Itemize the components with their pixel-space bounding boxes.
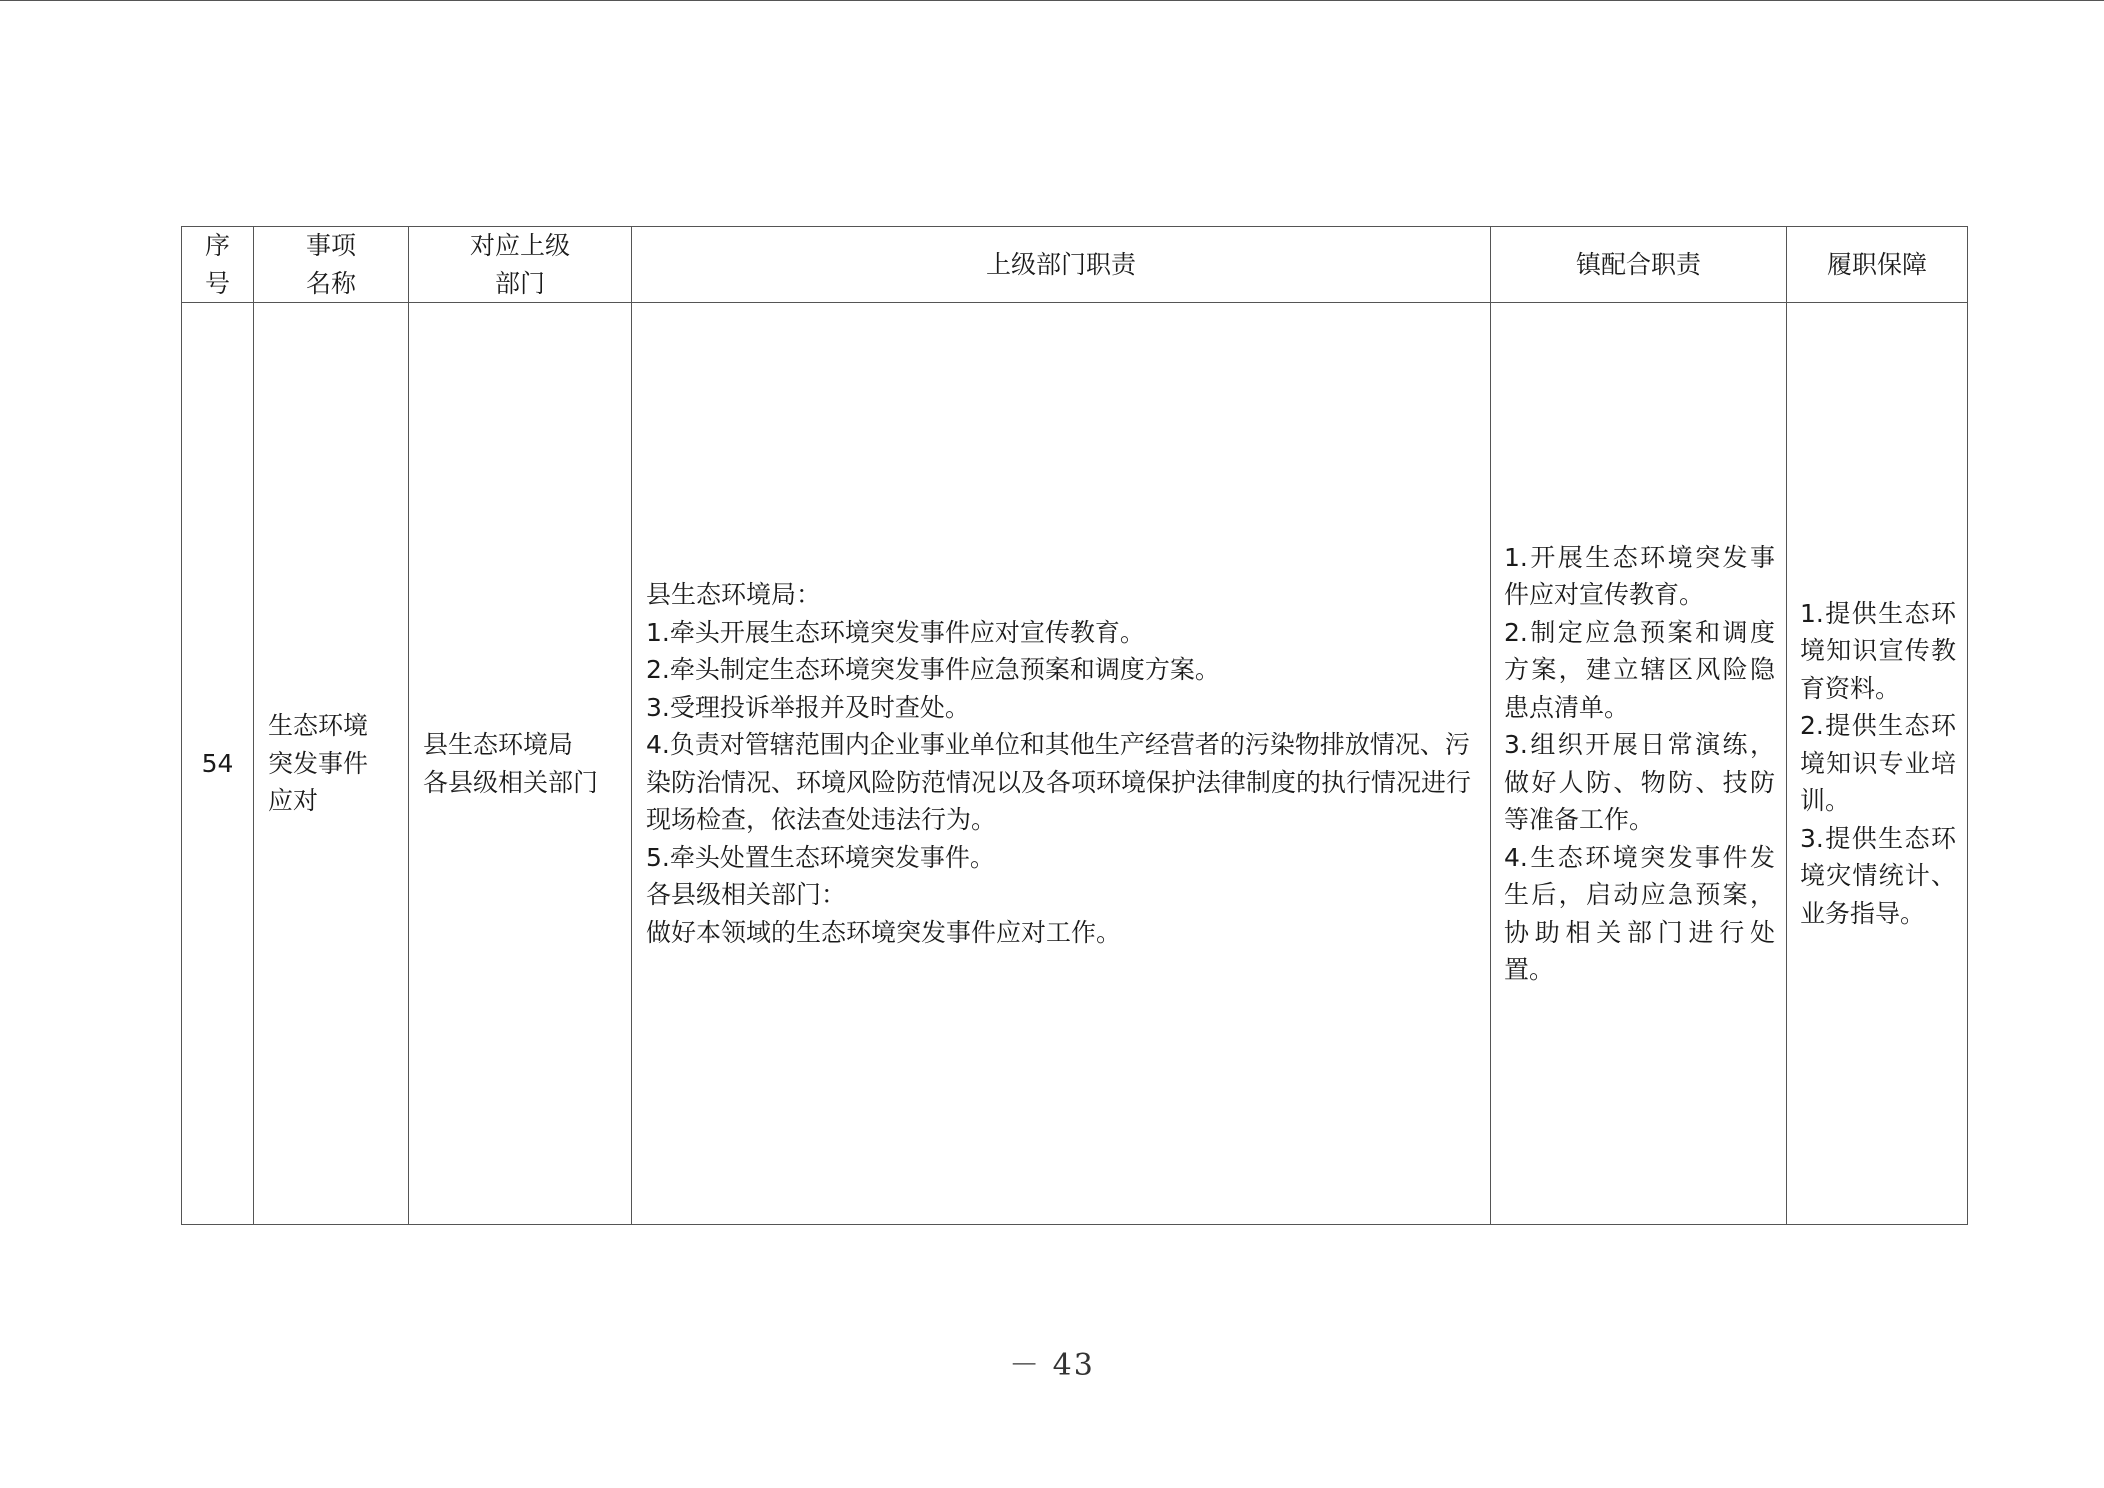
row-town-duties [1491,303,1787,1225]
duty-table [181,226,1968,1225]
duty-line: 5.牵头处置生态环境突发事件。 [646,842,995,872]
row-number: 54 [182,303,254,1225]
duty-line: 做好本领域的生态环境突发事件应对工作。 [646,917,1122,947]
header-town-duties: 镇配合职责 [1491,227,1787,303]
page-number: － 43 [1009,1348,1095,1383]
table-header-row [182,227,1968,303]
row-superior-dept: 县生态环境局 各县级相关部门 [409,303,632,1225]
header-guarantee: 履职保障 [1787,227,1968,303]
header-item-name: 事项 名称 [254,227,409,303]
guarantee-line: 3.提供生态环境灾情统计、业务指导。 [1800,823,1956,928]
guarantee-line: 2.提供生态环境知识专业培训。 [1800,711,1956,816]
duty-line: 1.牵头开展生态环境突发事件应对宣传教育。 [646,617,1145,647]
town-duty-line: 1.开展生态环境突发事件应对宣传教育。 [1504,542,1775,609]
town-duty-line: 2.制定应急预案和调度方案，建立辖区风险隐患点清单。 [1504,617,1775,722]
row-item-name: 生态环境 突发事件 应对 [254,303,409,1225]
duty-line: 县生态环境局： [646,580,822,609]
duty-line: 4.负责对管辖范围内企业事业单位和其他生产经营者的污染物排放情况、污染防治情况、环境风险防范情况以及各项环境保护法律制度的执行情况进行现场检查，依法查处违法行为。 [646,730,1472,834]
row-guarantee [1787,303,1968,1225]
header-superior-dept: 对应上级 部门 [409,227,632,303]
duty-line: 各县级相关部门： [646,880,847,909]
row-superior-duties [632,303,1491,1225]
town-duty-line: 3.组织开展日常演练，做好人防、物防、技防等准备工作。 [1504,730,1775,834]
guarantee-line: 1.提供生态环境知识宣传教育资料。 [1800,598,1956,703]
town-duty-line: 4.生态环境突发事件发生后，启动应急预案，协助相关部门进行处置。 [1504,842,1775,984]
header-number: 序 号 [182,227,254,303]
table-row [182,303,1968,1225]
duty-line: 2.牵头制定生态环境突发事件应急预案和调度方案。 [646,655,1220,684]
duty-line: 3.受理投诉举报并及时查处。 [646,692,970,722]
header-superior-duties: 上级部门职责 [632,227,1491,303]
page-top-border [0,0,2104,1]
